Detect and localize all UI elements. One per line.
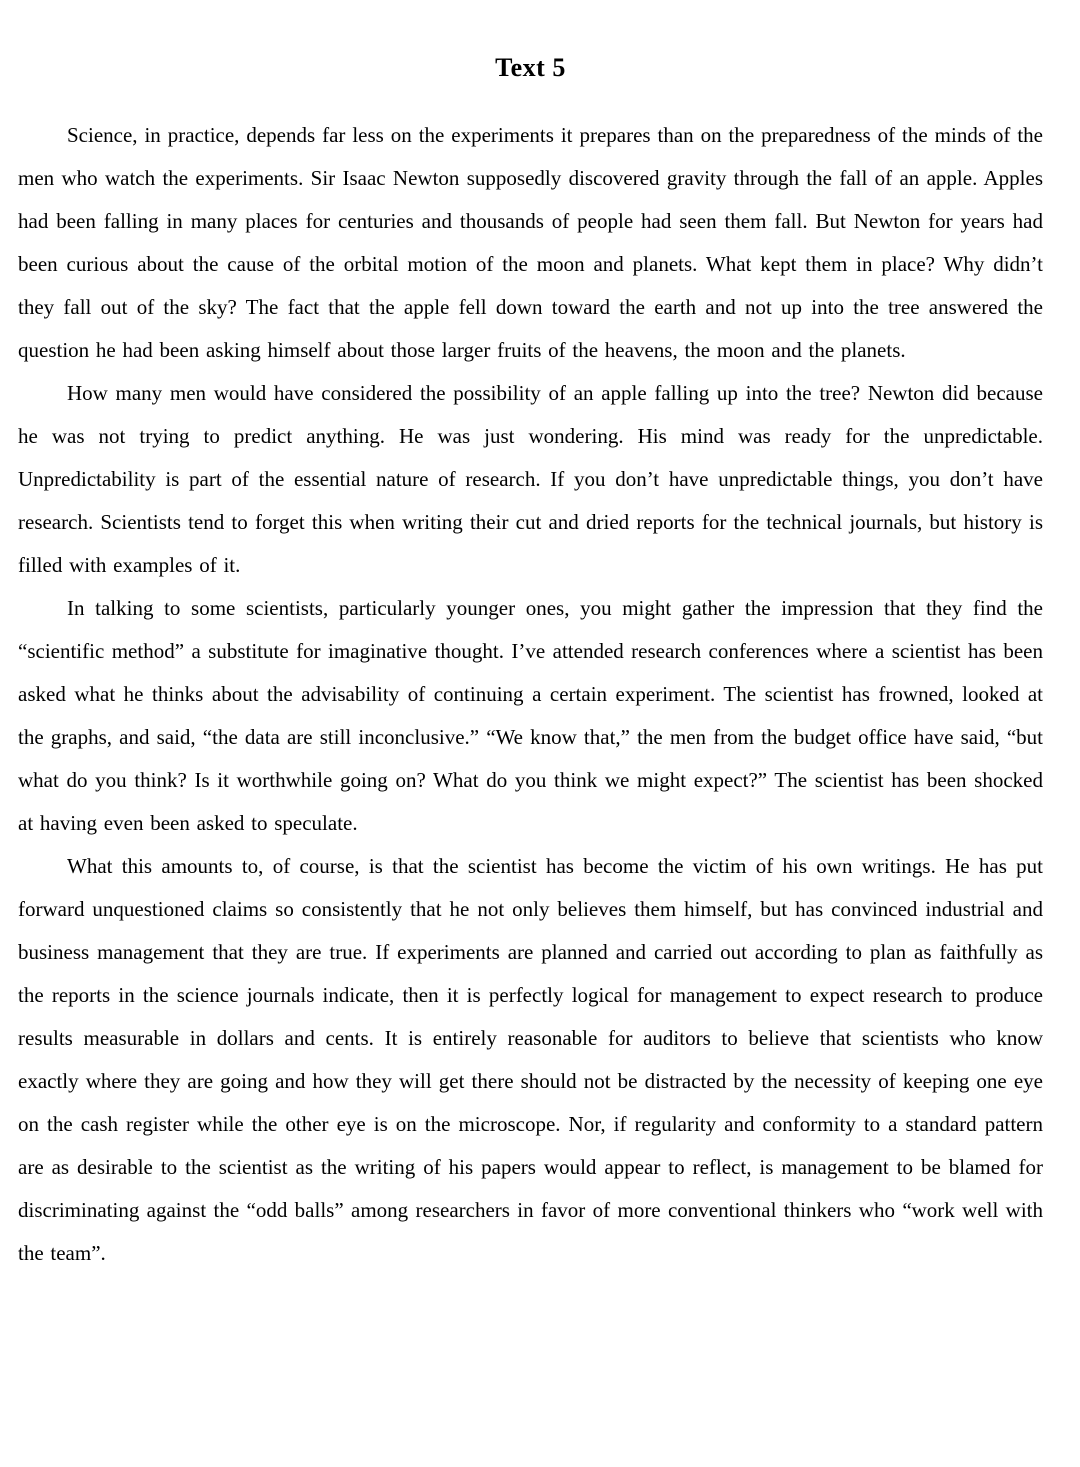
text-body [18,114,1043,1275]
paragraph-1: Science, in practice, depends far less on the experiments it prepares than on the preparedness of the minds of the men who watch the experiments. Sir Isaac Newton supposedly discovered gravity through the fall of an apple. Apples had been falling in many places for centuries and thousands of people had seen them fall. But Newton for years had been curious about the cause of the orbital motion of the moon and planets. What kept them in place? Why didn’t they fall out of the sky? The fact that the apple fell down toward the earth and not up into the tree answered the question he had been asking himself about those larger fruits of the heavens, the moon and the planets. [18,123,1043,362]
paragraph-2: How many men would have considered the possibility of an apple falling up into the tree? Newton did because he was not trying to predict anything. He was just wondering. His mind was ready for the unpredictable. Unpredictability is part of the essential nature of research. If you don’t have unpredictable things, you don’t have research. Scientists tend to forget this when writing their cut and dried reports for the technical journals, but history is filled with examples of it. [18,381,1043,577]
page-title: Text 5 [495,53,566,82]
paragraph-3: In talking to some scientists, particularly younger ones, you might gather the impression that they find the “scientific method” a substitute for imaginative thought. I’ve attended research conferences where a scientist has been asked what he thinks about the advisability of continuing a certain experiment. The scientist has frowned, looked at the graphs, and said, “the data are still inconclusive.” “We know that,” the men from the budget office have said, “but what do you think? Is it worthwhile going on? What do you think we might expect?” The scientist has been shocked at having even been asked to speculate. [18,596,1043,835]
paragraph-4: What this amounts to, of course, is that the scientist has become the victim of his own writings. He has put forward unquestioned claims so consistently that he not only believes them himself, but has convinced industrial and business management that they are true. If experiments are planned and carried out according to plan as faithfully as the reports in the science journals indicate, then it is perfectly logical for management to expect research to produce results measurable in dollars and cents. It is entirely reasonable for auditors to believe that scientists who know exactly where they are going and how they will get there should not be distracted by the necessity of keeping one eye on the cash register while the other eye is on the microscope. Nor, if regularity and conformity to a standard pattern are as desirable to the scientist as the writing of his papers would appear to reflect, is management to be blamed for discriminating against the “odd balls” among researchers in favor of more conventional thinkers who “work well with the team”. [18,854,1043,1265]
